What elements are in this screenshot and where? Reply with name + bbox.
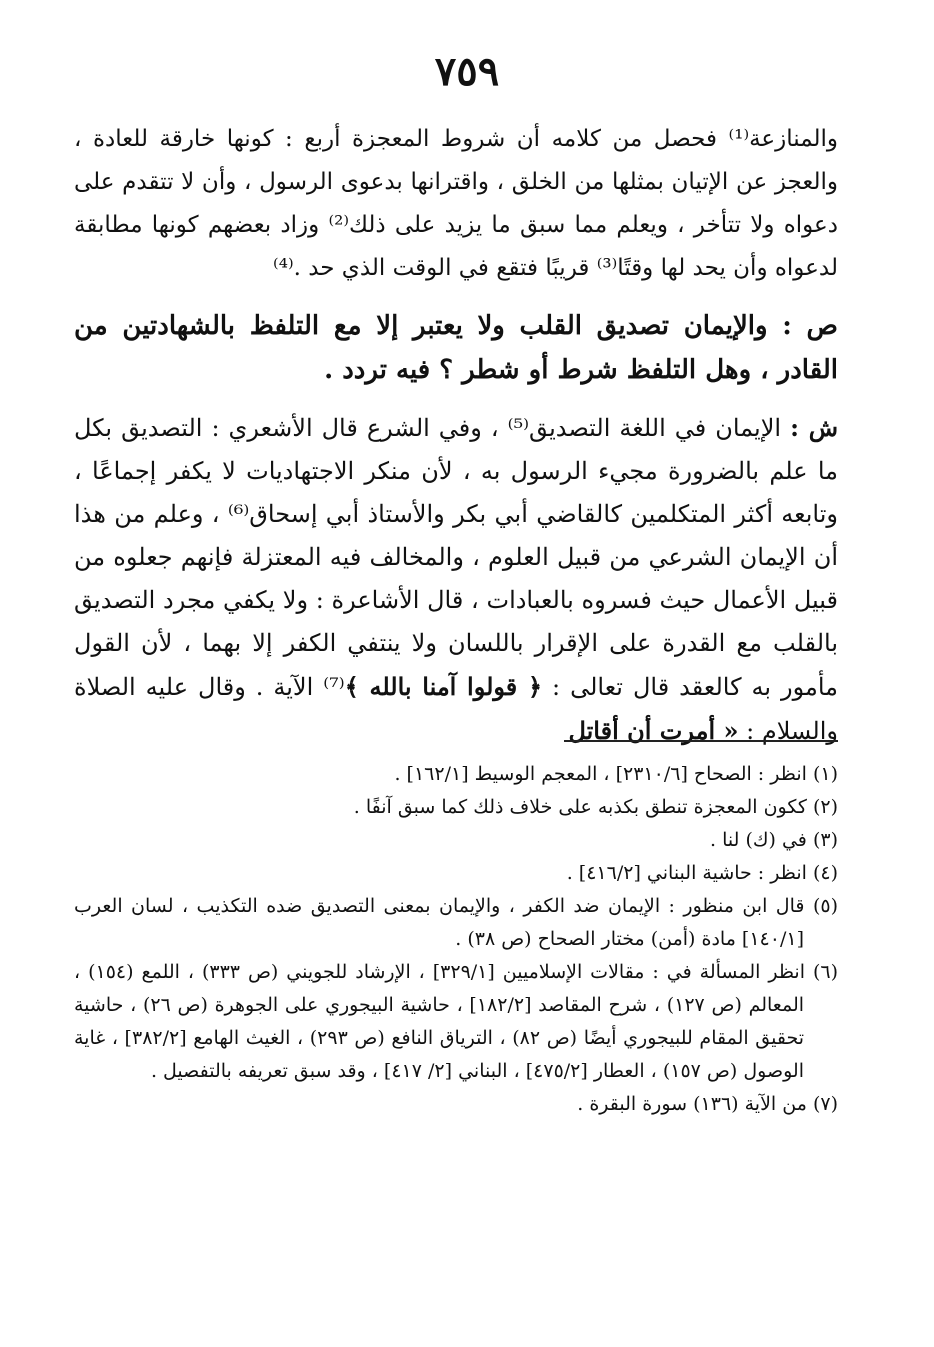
- footnote-item: [74, 890, 838, 956]
- footnote-number: (٥): [812, 895, 838, 917]
- sharh-text-before-quote: الإيمان في اللغة التصديق⁽⁵⁾ ، وفي الشرع قال الأشعري : التصديق بكل ما علم بالضرورة مجيء الرسول به ، لأن منكر الاجتهاديات لا يكفر إجماعًا ، وتابعه أكثر المتكلمين كالقاضي أبي بكر والأستاذ أبي إسحاق⁽⁶⁾ ، وعلم من هذا أن الإيمان الشرعي من قبيل العلوم ، والمخالف فيه المعتزلة فإنهم جعلوه من قبيل الأعمال حيث فسروه بالعبادات ، قال الأشاعرة : ولا يكفي مجرد التصديق بالقلب مع القدرة على الإقرار باللسان ولا ينتفي الكفر إلا بهما ، لأن القول مأمور به كالعقد قال تعالى :: [74, 414, 838, 701]
- footnote-text: انظر المسألة في : مقالات الإسلاميين [٣٢٩/١] ، الإرشاد للجويني (ص ٣٣٣) ، اللمع (١٥٤) ، المعالم (ص ١٢٧) ، شرح المقاصد [١٨٢/٢] ، حاشية البيجوري على الجوهرة (ص ٢٦) ، حاشية تحقيق المقام للبيجوري أيضًا (ص ٨٢) ، الترياق النافع (ص ٢٩٣) ، الغيث الهامع [٣٨٢/٢] ، غاية الوصول (ص ١٥٧) ، العطار [٤٧٥/٢] ، البناني [٢/ ٤١٧] ، وقد سبق تعريفه بالتفصيل .: [74, 961, 805, 1082]
- footnote-item: [74, 857, 838, 890]
- footnote-divider: [564, 740, 838, 742]
- footnote-item: [74, 791, 838, 824]
- footnote-number: (١): [812, 763, 838, 785]
- footnote-item: [74, 1088, 838, 1121]
- footnote-text: انظر : الصحاح [٢٣١٠/٦] ، المعجم الوسيط [١٦٢/١] .: [394, 763, 807, 785]
- footnote-text: قال ابن منظور : الإيمان ضد الكفر ، والإيمان بمعنى التصديق ضده التكذيب ، لسان العرب [١٤٠/١] مادة (أمن) مختار الصحاح (ص ٣٨) .: [74, 895, 805, 950]
- footnote-number: (٧): [812, 1093, 838, 1115]
- matn-text: والإيمان تصديق القلب ولا يعتبر إلا مع التلفظ بالشهادتين من القادر ، وهل التلفظ شرط أو شطر ؟ فيه تردد .: [74, 311, 838, 385]
- sharh-paragraph: [74, 406, 838, 753]
- intro-paragraph: والمنازعة⁽¹⁾ فحصل من كلامه أن شروط المعجزة أربع : كونها خارقة للعادة ، والعجز عن الإتيان بمثلها من الخلق ، واقترانها بدعوى الرسول ، وأن لا تتقدم على دعواه ولا تتأخر ، ويعلم مما سبق ما يزيد على ذلك⁽²⁾ وزاد بعضهم كونها مطابقة لدعواه وأن يحد لها وقتًا⁽³⁾ قريبًا فتقع في الوقت الذي حد .⁽⁴⁾: [74, 126, 838, 281]
- footnote-item: [74, 824, 838, 857]
- hadith-quote: « أمرت أن أقاتل: [568, 716, 739, 745]
- matn-label: ص :: [782, 311, 838, 341]
- footnote-number: (٣): [812, 829, 838, 851]
- footnote-text: من الآية (١٣٦) سورة البقرة .: [577, 1093, 807, 1115]
- footnotes: [74, 758, 838, 1121]
- footnote-text: ككون المعجزة تنطق بكذبه على خلاف ذلك كما سبق آنفًا .: [353, 796, 807, 818]
- footnote-number: (٤): [812, 862, 838, 884]
- page-number: ٧٥٩: [434, 48, 500, 95]
- footnote-text: في (ك) لنا .: [710, 829, 807, 851]
- sharh-label: ش :: [790, 413, 838, 442]
- footnote-number: (٦): [812, 961, 839, 983]
- footnote-item: [74, 956, 838, 1088]
- footnote-item: [74, 758, 838, 791]
- footnote-number: (٢): [812, 796, 838, 818]
- sharh-text-after-quote: ⁽⁷⁾ الآية . وقال عليه الصلاة والسلام :: [74, 673, 838, 745]
- matn-paragraph: [74, 304, 838, 392]
- quran-quote: ﴿ قولوا آمنا بالله ﴾: [344, 672, 543, 701]
- footnote-text: انظر : حاشية البناني [٤١٦/٢] .: [566, 862, 807, 884]
